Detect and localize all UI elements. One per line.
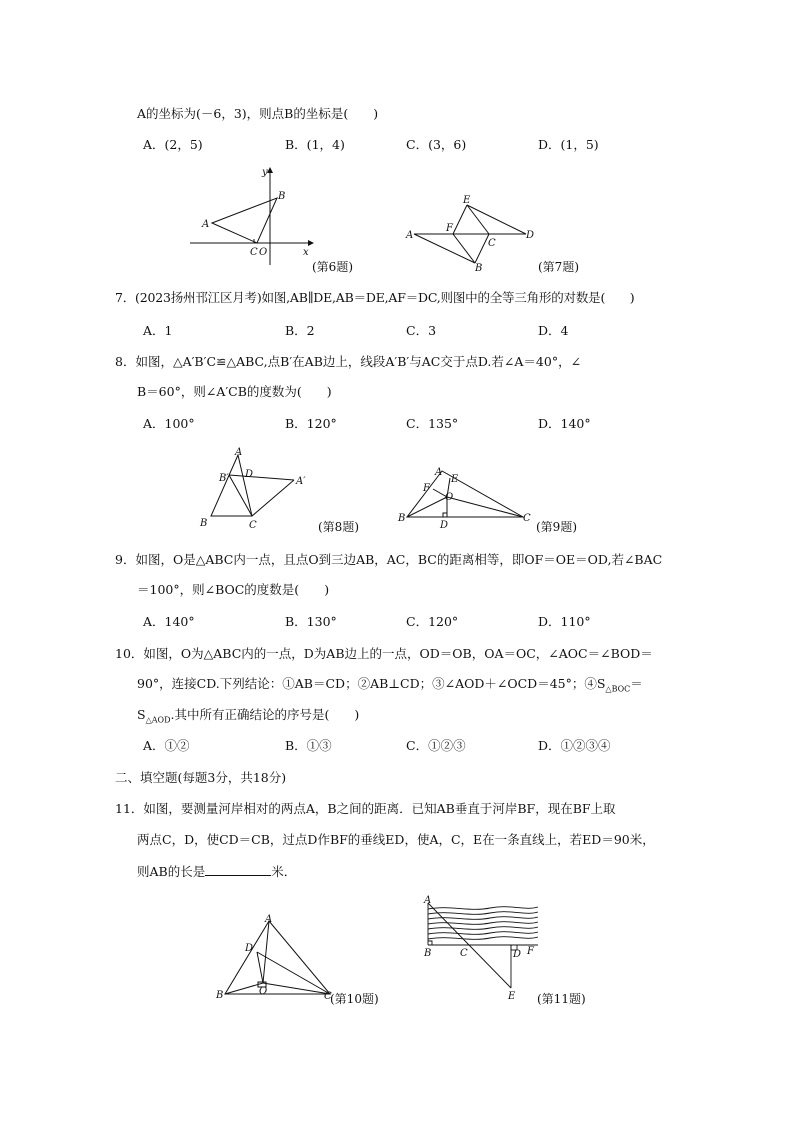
q7-label-e: E [463,195,471,206]
q9-option-c: C．120° [406,614,459,629]
q11-stem-line1: 11．如图，要测量河岸相对的两点A，B之间的距离．已知AB垂直于河岸BF，现在BF上取 [115,801,616,816]
q10-label-a: A [265,914,273,925]
q7-label-d: D [526,230,535,241]
q9-stem-line1: 9．如图，O是△ABC内一点，且点O到三边AB，AC，BC的距离相等，即OF＝OE＝OD,若∠BAC [115,552,663,567]
q9-label-e: E [451,474,459,485]
q6-stem: A的坐标为(－6，3)，则点B的坐标是( ) [137,106,379,121]
q8-label-a: A [235,447,243,458]
q6-label-o: O [259,247,268,258]
q8-fig-caption: (第8题) [318,520,359,534]
q6-label-y: y [262,167,268,178]
q8-label-b: B [200,518,208,529]
q8-label-a1: A′ [296,476,306,487]
q6-label-x: x [303,247,309,258]
q11-label-c: C [460,948,468,959]
q11-label-e: E [508,991,516,1002]
q10-label-d: D [245,943,254,954]
q7-option-d: D．4 [538,323,569,338]
q7-stem: 7．(2023扬州邗江区月考)如图,AB∥DE,AB＝DE,AF＝DC,则图中的全等三角形的对数是( ) [115,290,635,305]
q8-option-a: A．100° [143,416,195,431]
q7-fig-caption: (第7题) [538,260,579,274]
q9-figure [396,462,536,532]
q11-label-d: D [513,949,522,960]
q11-fig-caption: (第11题) [537,992,586,1006]
q10-label-b: B [216,990,224,1001]
q8-option-c: C．135° [406,416,459,431]
q9-fig-caption: (第9题) [536,520,577,534]
q10-fig-caption: (第10题) [330,992,379,1006]
q9-label-a: A [435,467,443,478]
q10-label-o: O [259,986,268,997]
q9-label-b: B [398,513,406,524]
q9-option-d: D．110° [538,614,591,629]
q7-label-c: C [488,238,496,249]
q6-option-d: D．(1，5) [538,137,599,152]
q8-label-c: C [249,520,257,531]
q10-label-c: C [324,991,332,1002]
q11-label-f: F [527,946,534,957]
q10-stem-line1: 10．如图，O为△ABC内的一点，D为AB边上的一点，OD＝OB，OA＝OC，∠AOC＝∠BOD＝ [115,646,653,661]
q8-option-b: B．120° [285,416,337,431]
q6-option-b: B．(1，4) [285,137,345,152]
q8-option-d: D．140° [538,416,591,431]
q6-label-a: A [202,219,210,230]
q10-option-d: D．①②③④ [538,738,611,753]
q8-stem-line2: B＝60°，则∠A′CB的度数为( ) [137,384,332,399]
q7-figure [404,193,539,273]
q7-option-c: C．3 [406,323,437,338]
q11-answer-blank[interactable] [205,863,271,876]
q11-label-a: A [424,895,432,906]
q11-stem-line3: 则AB的长是 米． [137,864,297,879]
q10-option-a: A．①② [143,738,190,753]
q7-option-a: A．1 [143,323,173,338]
q10-option-c: C．①②③ [406,738,466,753]
q8-label-b1: B′ [219,473,229,484]
q6-fig-caption: (第6题) [312,260,353,274]
q11-stem-line2: 两点C，D，使CD＝CB，过点D作BF的垂线ED，使A，C，E在一条直线上，若ED＝90米， [137,832,655,847]
q6-option-c: C．(3，6) [406,137,467,152]
q10-stem-line2: 90°，连接CD.下列结论：①AB＝CD；②AB⊥CD；③∠AOD＋∠OCD＝45°；$④S_{\triangle BOC}=$ [137,676,643,694]
q10-figure [212,912,342,1006]
q11-label-b: B [424,948,432,959]
q9-label-o: O [445,492,454,503]
q8-stem-line1: 8．如图，△A′B′C≌△ABC,点B′在AB边上，线段A′B′与AC交于点D.若∠A＝40°，∠ [115,354,582,369]
q9-label-f: F [423,483,430,494]
q6-label-c: C [250,247,258,258]
q8-label-d: D [245,469,254,480]
q8-figure [198,446,318,532]
q7-label-b: B [475,263,483,274]
q7-option-b: B．2 [285,323,315,338]
q6-figure [190,165,320,265]
q7-label-a: A [406,230,414,241]
q11-figure [420,893,550,1005]
q9-label-c: C [523,513,531,524]
q7-label-f: F [446,223,453,234]
q10-stem-line3: $S_{\triangle AOD}$.其中所有正确结论的序号是( ) [137,707,360,725]
q9-label-d: D [440,520,449,531]
q10-option-b: B．①③ [285,738,332,753]
q6-label-b: B [278,191,286,202]
q9-option-b: B．130° [285,614,337,629]
q9-stem-line2: ＝100°，则∠BOC的度数是( ) [137,582,330,597]
section-2-heading: 二、填空题(每题3分，共18分) [115,770,287,785]
q6-option-a: A．(2，5) [143,137,203,152]
q9-option-a: A．140° [143,614,195,629]
